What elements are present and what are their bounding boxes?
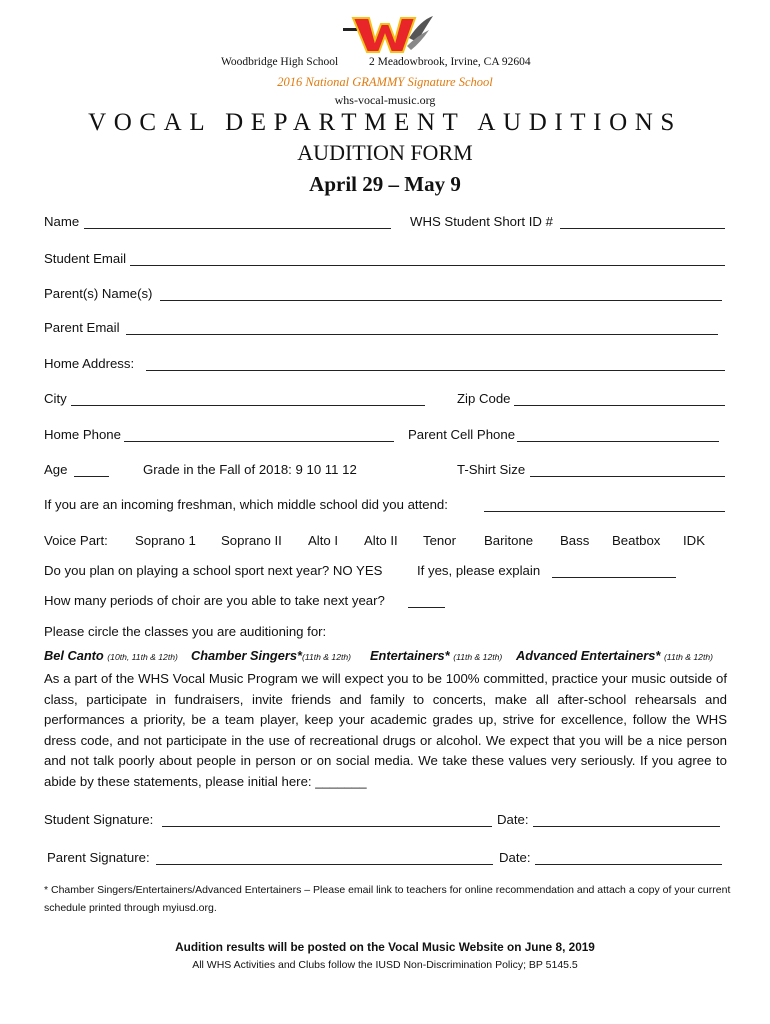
student-email-label: Student Email [44,251,127,266]
footnote: * Chamber Singers/Entertainers/Advanced Entertainers – Please email link to teachers for online recommendation and attach a copy of your current schedule printed through myiusd.org. [44,884,731,914]
home-phone-label: Home Phone [44,427,121,442]
voice-option-baritone[interactable]: Baritone [484,533,534,548]
sport-explain-field[interactable] [552,577,676,578]
tshirt-label: T-Shirt Size [457,462,526,477]
short-id-field[interactable] [560,228,725,229]
name-field[interactable] [84,228,391,229]
zip-label: Zip Code [457,391,511,406]
school-name: Woodbridge High School [221,56,339,68]
middle-school-field[interactable] [484,511,725,512]
tshirt-field[interactable] [530,476,725,477]
school-logo [343,12,433,56]
parent-date-field[interactable] [535,864,722,865]
age-label: Age [44,462,68,477]
school-address: 2 Meadowbrook, Irvine, CA 92604 [369,56,531,68]
parent-names-label: Parent(s) Name(s) [44,286,153,301]
voice-option-soprano-1[interactable]: Soprano 1 [135,533,196,548]
city-label: City [44,391,67,406]
student-email-field[interactable] [130,265,725,266]
student-signature-label: Student Signature: [44,812,154,827]
class-advanced-entertainers[interactable]: Advanced Entertainers* (11th & 12th) [516,648,713,663]
zip-field[interactable] [514,405,725,406]
student-date-label: Date: [497,812,529,827]
audition-dates: April 29 – May 9 [309,172,461,196]
grade-label[interactable]: Grade in the Fall of 2018: 9 10 11 12 [143,462,357,477]
parent-signature-field[interactable] [156,864,493,865]
parent-email-field[interactable] [126,334,718,335]
city-field[interactable] [71,405,425,406]
cell-phone-label: Parent Cell Phone [408,427,516,442]
commitment-paragraph: As a part of the WHS Vocal Music Program we will expect you to be 100% committed, practice your music outside of class, participate in fundraisers, invite friends and family to concerts, make all after-school rehearsals and performances a priority, be a team player, keep your academic grades up, strive for excellence, follow the WHS dress code, and not participate in the use of recreational drugs or alcohol. We expect that you will be a nice person and not talk poorly about people in person or on social media. We take these values very seriously. If you agree to abide by these statements, please initial here: _______ [44,671,727,789]
class-entertainers[interactable]: Entertainers* (11th & 12th) [370,648,503,663]
periods-field[interactable] [408,607,445,608]
periods-label: How many periods of choir are you able to take next year? [44,593,385,608]
grammy-badge-text: 2016 National GRAMMY Signature School [277,75,493,89]
class-bel-canto[interactable]: Bel Canto (10th, 11th & 12th) [44,648,178,663]
class-chamber-singers[interactable]: Chamber Singers*(11th & 12th) [191,648,351,663]
sport-explain-label: If yes, please explain [417,563,541,578]
page-title: VOCAL DEPARTMENT AUDITIONS [88,109,682,136]
student-signature-field[interactable] [162,826,492,827]
parent-signature-label: Parent Signature: [47,850,150,865]
home-address-field[interactable] [146,370,725,371]
voice-option-tenor[interactable]: Tenor [423,533,456,548]
voice-option-alto-1[interactable]: Alto I [308,533,339,548]
middle-school-label: If you are an incoming freshman, which middle school did you attend: [44,497,448,512]
name-label: Name [44,214,80,229]
cell-phone-field[interactable] [517,441,719,442]
voice-option-alto-2[interactable]: Alto II [364,533,398,548]
age-field[interactable] [74,476,109,477]
voice-option-idk[interactable]: IDK [683,533,705,548]
website: whs-vocal-music.org [334,93,436,107]
voice-part-label: Voice Part: [44,533,108,548]
student-date-field[interactable] [533,826,720,827]
classes-prompt: Please circle the classes you are auditioning for: [44,624,327,639]
voice-option-beatbox[interactable]: Beatbox [612,533,661,548]
voice-option-bass[interactable]: Bass [560,533,590,548]
results-notice: Audition results will be posted on the Vocal Music Website on June 8, 2019 [175,940,595,954]
policy-notice: All WHS Activities and Clubs follow the IUSD Non-Discrimination Policy; BP 5145.5 [192,959,578,971]
sport-question[interactable]: Do you plan on playing a school sport next year? NO YES [44,563,383,578]
parent-email-label: Parent Email [44,320,120,335]
voice-option-soprano-2[interactable]: Soprano II [221,533,282,548]
parent-names-field[interactable] [160,300,722,301]
home-address-label: Home Address: [44,356,135,371]
form-title: AUDITION FORM [297,140,473,165]
home-phone-field[interactable] [124,441,394,442]
short-id-label: WHS Student Short ID # [410,214,553,229]
parent-date-label: Date: [499,850,531,865]
